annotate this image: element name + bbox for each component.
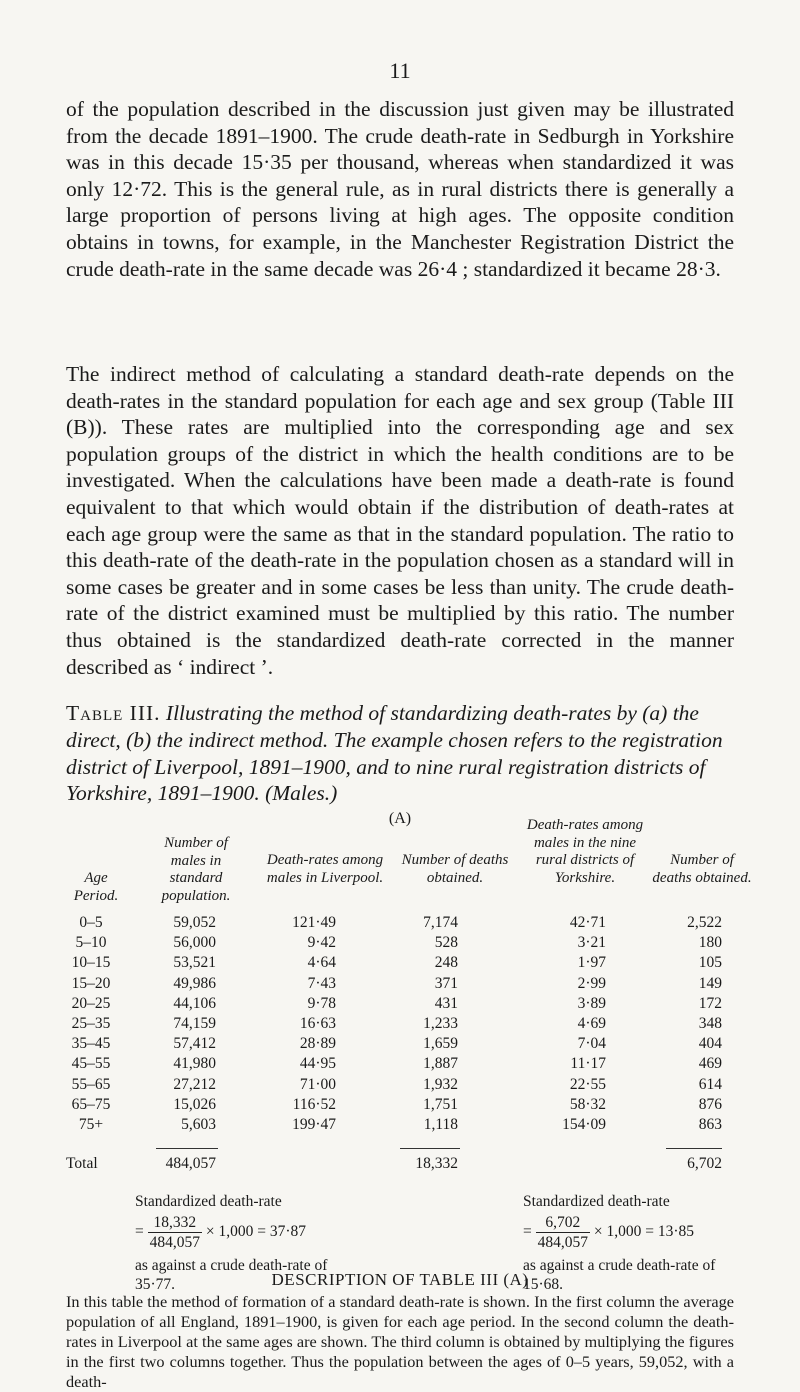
standardized-indirect-note: as against a crude death-rate of 15·68. [523,1257,716,1293]
cell-age: 10–15 [71,954,111,972]
fraction-numerator: 18,332 [148,1213,202,1233]
column-yorkshire-rates [520,913,606,1135]
fraction-denominator: 484,057 [149,1234,200,1251]
cell-deaths-indirect: 876 [698,1095,722,1113]
cell-yorkshire-rate: 2·99 [577,974,606,992]
description-heading: DESCRIPTION OF TABLE III (A) [271,1270,529,1289]
cell-liverpool-rate: 16·63 [299,1014,336,1032]
cell-deaths-direct: 1,932 [423,1075,458,1093]
cell-age: 25–35 [71,1014,111,1032]
cell-deaths-indirect: 404 [698,1035,722,1053]
fraction-denominator: 484,057 [537,1234,588,1251]
multiplier: × 1,000 [593,1223,642,1241]
cell-age: 20–25 [71,994,111,1012]
cell-deaths-direct: 1,751 [423,1095,458,1113]
cell-deaths-direct: 371 [434,974,458,992]
cell-standard-population: 53,521 [173,954,216,972]
total-population: 484,057 [165,1155,216,1172]
cell-deaths-direct: 7,174 [423,914,458,931]
total-label: Total [66,1155,98,1172]
cell-liverpool-rate: 121·49 [292,914,336,931]
sum-rule-population [156,1148,218,1149]
fraction-numerator: 6,702 [536,1213,590,1233]
sum-rule-deaths-direct [400,1148,460,1149]
cell-standard-population: 41,980 [173,1055,216,1073]
cell-age: 45–55 [71,1055,111,1073]
header-age: Age Period. [73,870,119,904]
cell-standard-population: 44,106 [173,994,216,1012]
cell-liverpool-rate: 9·78 [307,994,336,1012]
cell-liverpool-rate: 44·95 [299,1055,336,1073]
cell-age: 65–75 [71,1095,111,1113]
cell-deaths-direct: 1,233 [423,1014,458,1032]
cell-yorkshire-rate: 58·32 [569,1095,606,1113]
standardized-indirect-block: Standardized death-rate = $\frac{6,702}{484,057}$ × 1,000 = 13·85 as against a crude death-rate of 15·68. [523,1192,753,1294]
cell-age: 5–10 [75,934,107,952]
header-deaths-direct: Number of deaths obtained. [401,852,509,886]
cell-deaths-direct: 1,659 [423,1035,458,1053]
column-deaths-indirect [650,913,722,1135]
total-deaths-direct: 18,332 [415,1155,458,1172]
cell-yorkshire-rate: 4·69 [577,1014,606,1032]
description-text: In this table the method of formation of a standard death-rate is shown. In the first column the average population of all England, 1891–1900, is given for each age period. In the second column the death-rates in Liverpool at the same ages are shown. The third column is obtained by multiplying the figures in the first two columns together. Thus the population between the ages of 0–5 years, 59,052, with a death- [66,1292,734,1391]
cell-standard-population: 74,159 [173,1014,216,1032]
paragraph-2: The indirect method of calculating a standard death-rate depends on the death-rates in the standard population for each age and sex group (Table III (B)). These rates are multiplied into the corresponding age and sex population groups of the district in which the health conditions are to be investigated. When the calculations have been made a death-rate is found equivalent to that which would obtain if the distribution of death-rates at each age group were the same as that in the standard population. The ratio to this death-rate of the death-rate in the population chosen as a standard will in some cases be greater and in some cases be less than unity. The crude death-rate of the district examined must be multiplied by this ratio. The number thus obtained is the standardized death-rate corrected in the manner described as ‘ indirect ’. [66,362,734,679]
cell-deaths-indirect: 863 [698,1115,722,1133]
cell-deaths-indirect: 469 [698,1055,722,1073]
cell-deaths-indirect: 149 [698,974,722,992]
cell-standard-population: 5,603 [181,1115,216,1133]
cell-liverpool-rate: 116·52 [292,1095,336,1113]
standardized-indirect-fraction [536,1213,590,1252]
standardized-indirect-result: = 13·85 [645,1223,695,1241]
cell-age: 0–5 [79,914,103,931]
sum-rule-deaths-indirect [666,1148,722,1149]
column-deaths-direct [380,913,458,1135]
cell-liverpool-rate: 71·00 [299,1075,336,1093]
header-liverpool-rates: Death-rates among males in Liverpool. [266,852,384,886]
column-standard-population [130,913,216,1135]
cell-liverpool-rate: 7·43 [307,974,336,992]
cell-deaths-indirect: 348 [698,1014,722,1032]
page-number: 11 [389,58,411,83]
cell-yorkshire-rate: 3·89 [577,994,606,1012]
cell-deaths-indirect: 2,522 [687,914,722,931]
cell-standard-population: 57,412 [173,1035,216,1053]
total-deaths-indirect: 6,702 [687,1155,722,1172]
cell-yorkshire-rate: 154·09 [562,1115,606,1133]
table-section-letter: (A) [388,810,412,827]
cell-age: 15–20 [71,974,111,992]
cell-standard-population: 15,026 [173,1095,216,1113]
cell-yorkshire-rate: 7·04 [577,1035,606,1053]
cell-yorkshire-rate: 11·17 [570,1055,606,1073]
column-liverpool-rates [260,913,336,1135]
header-yorkshire-rates: Death-rates among males in the nine rural districts of Yorkshire. [526,817,644,886]
header-standard-population: Number of males in standard population. [161,835,231,904]
cell-standard-population: 59,052 [173,914,216,931]
cell-liverpool-rate: 28·89 [299,1035,336,1053]
cell-liverpool-rate: 4·64 [307,954,336,972]
standardized-direct-result: = 37·87 [257,1223,307,1241]
cell-age: 75+ [78,1115,104,1133]
cell-yorkshire-rate: 3·21 [577,934,606,952]
cell-deaths-direct: 1,887 [423,1055,458,1073]
cell-deaths-indirect: 614 [698,1075,722,1093]
cell-deaths-direct: 1,118 [423,1115,458,1133]
cell-yorkshire-rate: 42·71 [569,914,606,931]
cell-age: 35–45 [71,1035,111,1053]
cell-deaths-direct: 528 [434,934,458,952]
paragraph-1: of the population described in the discussion just given may be illustrated from the decade 1891–1900. The crude death-rate in Sedburgh in Yorkshire was in this decade 15·35 per thousand, whereas when standardized it was only 12·72. This is the general rule, as in rural districts there is generally a large proportion of persons living at high ages. The opposite condition obtains in towns, for example, in the Manchester Registration District the crude death-rate in the same decade was 26·4 ; standardized it became 28·3. [66,97,734,281]
standardized-indirect-title: Standardized death-rate [523,1193,670,1210]
cell-yorkshire-rate: 22·55 [569,1075,606,1093]
table-caption [66,700,734,807]
cell-standard-population: 56,000 [173,934,216,952]
cell-age: 55–65 [71,1075,111,1093]
cell-deaths-direct: 431 [434,994,458,1012]
table-label: Table III. [66,701,161,725]
cell-liverpool-rate: 9·42 [307,934,336,952]
table-title: Illustrating the method of standardizing death-rates by (a) the direct, (b) the indirect method. The example chosen refers to the registration district of Liverpool, 1891–1900, and to nine rural registration districts of Yorkshire, 1891–1900. (Males.) [66,701,723,806]
standardized-direct-title: Standardized death-rate [135,1193,282,1210]
standardized-direct-fraction [148,1213,202,1252]
cell-standard-population: 49,986 [173,974,216,992]
column-age [66,913,116,1135]
cell-standard-population: 27,212 [173,1075,216,1093]
cell-deaths-indirect: 172 [698,994,722,1012]
cell-deaths-direct: 248 [434,954,458,972]
cell-yorkshire-rate: 1·97 [577,954,606,972]
standardized-direct-block: Standardized death-rate = $\frac{18,332}{484,057}$ × 1,000 = 37·87 as against a crude death-rate of 35·77. [135,1192,395,1294]
header-deaths-indirect: Number of deaths obtained. [652,852,752,886]
multiplier: × 1,000 [205,1223,254,1241]
cell-deaths-indirect: 105 [698,954,722,972]
standardized-direct-note: as against a crude death-rate of 35·77. [135,1257,328,1293]
cell-deaths-indirect: 180 [698,934,722,952]
cell-liverpool-rate: 199·47 [292,1115,336,1133]
